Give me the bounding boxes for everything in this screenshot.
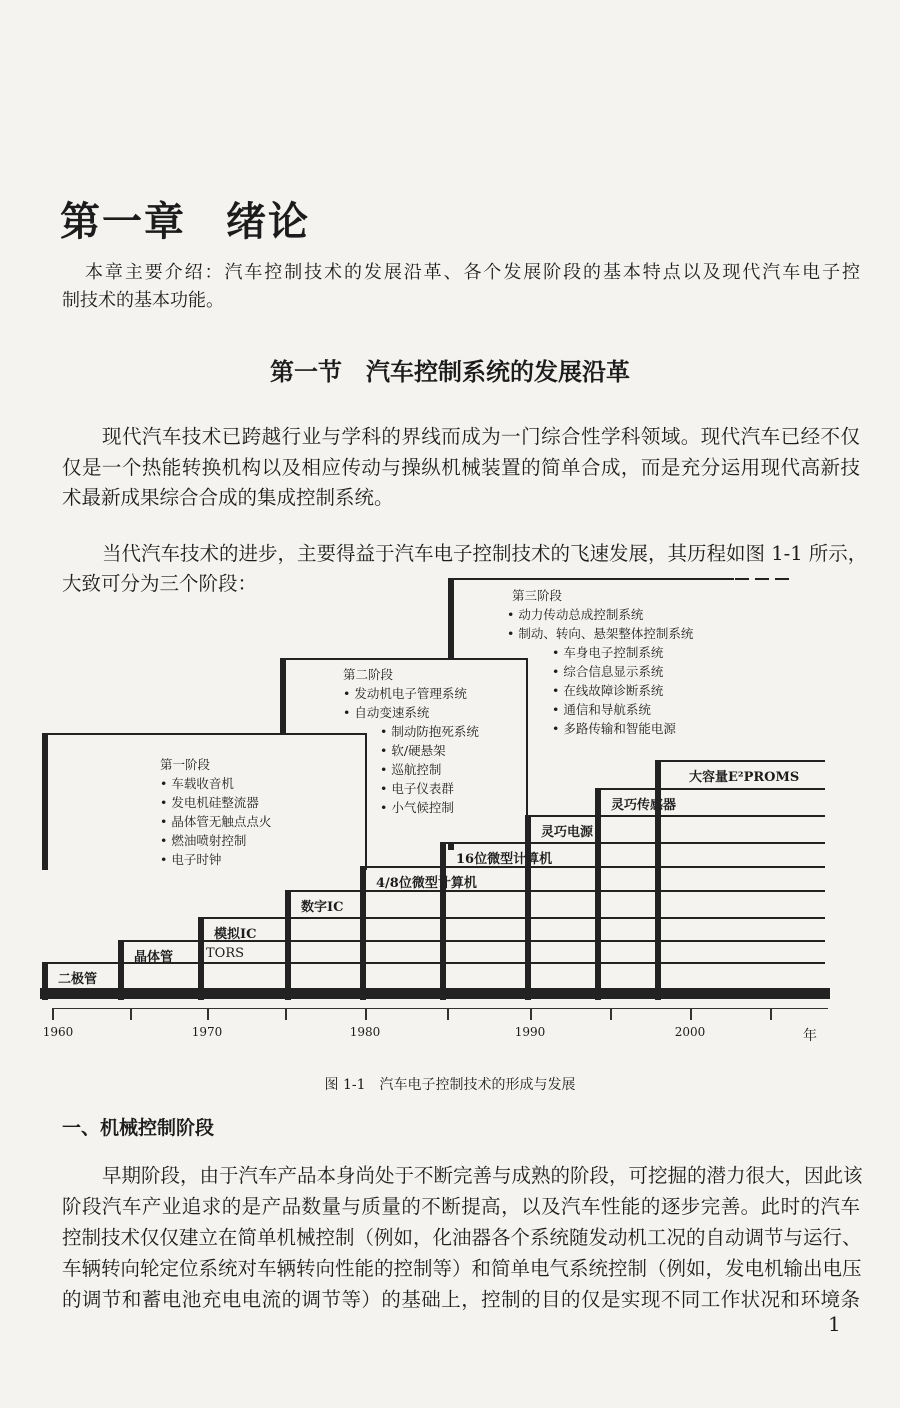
intro-line: 本章主要介绍：汽车控制技术的发展沿革、各个发展阶段的基本特点以及现代汽车电子控 <box>85 262 860 283</box>
stage1-item: • 发电机硅整流器 <box>160 795 259 810</box>
dash <box>735 578 749 580</box>
axis-tick <box>365 1008 367 1020</box>
item-text: 发动机电子管理系统 <box>354 686 467 701</box>
axis-label: 1960 <box>42 1025 74 1039</box>
item-text: 软/硬悬架 <box>391 743 446 758</box>
baseline-bar <box>40 988 830 999</box>
item-text: 制动防抱死系统 <box>391 724 479 739</box>
layer-label: 二极管 <box>58 972 98 987</box>
layer-label: 数字IC <box>301 900 344 915</box>
stage3-sub-items <box>507 643 693 738</box>
layer-label: 4/8位微型计算机 <box>376 876 477 891</box>
layer-label: 模拟IC <box>214 927 257 942</box>
axis-tick <box>690 1008 692 1020</box>
item-text: 小气候控制 <box>391 800 454 815</box>
axis-tick <box>530 1008 532 1020</box>
paragraph-line: 早期阶段，由于汽车产品本身尚处于不断完善与成熟的阶段，可挖掘的潜力很大，因此该 <box>102 1164 863 1187</box>
layer-label: 灵巧电源 <box>541 825 594 840</box>
layer-label: 灵巧传感器 <box>611 798 677 813</box>
axis-tick <box>610 1008 612 1020</box>
paragraph-line: 的调节和蓄电池充电电流的调节等）的基础上，控制的目的仅是实现不同工作状况和环境条 <box>62 1288 860 1311</box>
item-text: 发电机硅整流器 <box>171 795 259 810</box>
paragraph-line: 车辆转向轮定位系统对车辆转向性能的控制等）和简单电气系统控制（例如，发电机输出电压 <box>62 1257 862 1280</box>
stage1-item: • 晶体管无触点点火 <box>160 814 272 829</box>
stage2-text <box>343 665 479 817</box>
stage3-item: • 制动、转向、悬架整体控制系统 <box>507 626 694 641</box>
axis-label: 2000 <box>674 1025 706 1039</box>
section-title <box>0 352 900 387</box>
stage3-sub-item: • 通信和导航系统 <box>552 702 651 717</box>
time-axis <box>52 1008 828 1009</box>
axis-label: 1980 <box>349 1025 381 1039</box>
section-name: 汽车控制系统的发展沿革 <box>366 358 630 386</box>
item-text: 自动变速系统 <box>354 705 430 720</box>
stage3-sub-item: • 车身电子控制系统 <box>552 645 664 660</box>
axis-tick <box>770 1008 772 1020</box>
item-text: 车载收音机 <box>171 776 234 791</box>
caption-text: 汽车电子控制技术的形成与发展 <box>379 1077 576 1093</box>
layer-label: 大容量E²PROMS <box>689 770 800 785</box>
stage2-sub-item: • 电子仪表群 <box>380 781 454 796</box>
stage2-title: 第二阶段 <box>343 667 394 682</box>
item-text: 燃油喷射控制 <box>171 833 247 848</box>
stage2-sub-item: • 巡航控制 <box>380 762 442 777</box>
item-text: 电子仪表群 <box>391 781 454 796</box>
subheading: 一、机械控制阶段 <box>62 1117 215 1139</box>
chapter-name: 绪论 <box>226 199 310 245</box>
stage1-title: 第一阶段 <box>160 757 211 772</box>
item-text: 在线故障诊断系统 <box>563 683 664 698</box>
stage2-sub-item: • 制动防抱死系统 <box>380 724 479 739</box>
item-text: 制动、转向、悬架整体控制系统 <box>518 626 694 641</box>
item-text: 电子时钟 <box>171 852 222 867</box>
stage2-item: • 发动机电子管理系统 <box>343 686 467 701</box>
chapter-title <box>60 190 310 247</box>
axis-tick <box>447 1008 449 1020</box>
paragraph-line: 当代汽车技术的进步，主要得益于汽车电子控制技术的飞速发展，其历程如图 1-1 所示， <box>102 542 868 565</box>
stage3-sub-item: • 在线故障诊断系统 <box>552 683 664 698</box>
item-text: 晶体管无触点点火 <box>171 814 272 829</box>
stage2-sub-item: • 软/硬悬架 <box>380 743 446 758</box>
layer-label: TORS <box>206 946 245 961</box>
caption-number: 图 1-1 <box>324 1077 366 1093</box>
stage3-text <box>507 586 693 738</box>
paragraph-line: 控制技术仅仅建立在简单机械控制（例如，化油器各个系统随发动机工况的自动调节与运行、 <box>62 1226 862 1249</box>
stage1-item: • 燃油喷射控制 <box>160 833 247 848</box>
stage1-text <box>160 755 271 869</box>
dash <box>755 578 769 580</box>
paragraph-line: 阶段汽车产业追求的是产品数量与质量的不断提高，以及汽车性能的逐步完善。此时的汽车 <box>62 1195 860 1218</box>
paragraph-line: 仅是一个热能转换机构以及相应传动与操纵机械装置的简单合成，而是充分运用现代高新技 <box>62 456 860 479</box>
item-text: 动力传动总成控制系统 <box>518 607 644 622</box>
paragraph-line: 现代汽车技术已跨越行业与学科的界线而成为一门综合性学科领域。现代汽车已经不仅 <box>102 425 860 448</box>
layer-label: 晶体管 <box>134 950 174 965</box>
item-text: 多路传输和智能电源 <box>563 721 676 736</box>
axis-unit: 年 <box>803 1028 817 1044</box>
item-text: 巡航控制 <box>391 762 442 777</box>
stage2-item: • 自动变速系统 <box>343 705 430 720</box>
dash <box>775 578 789 580</box>
item-text: 车身电子控制系统 <box>563 645 664 660</box>
layer-eeprom <box>655 760 825 1000</box>
page-number: 1 <box>828 1312 841 1336</box>
stage3-item: • 动力传动总成控制系统 <box>507 607 644 622</box>
chapter-number: 第一章 <box>60 199 186 245</box>
item-text: 通信和导航系统 <box>563 702 651 717</box>
intro-line: 制技术的基本功能。 <box>62 290 224 311</box>
layer-label: 16位微型计算机 <box>456 852 553 867</box>
stage1-item: • 车载收音机 <box>160 776 234 791</box>
axis-tick <box>52 1008 54 1020</box>
stage3-title: 第三阶段 <box>512 588 563 603</box>
axis-label: 1970 <box>191 1025 223 1039</box>
stage3-sub-item: • 综合信息显示系统 <box>552 664 664 679</box>
stage1-item: • 电子时钟 <box>160 852 222 867</box>
stage3-sub-item: • 多路传输和智能电源 <box>552 721 676 736</box>
item-text: 综合信息显示系统 <box>563 664 664 679</box>
axis-tick <box>207 1008 209 1020</box>
axis-tick <box>130 1008 132 1020</box>
section-number: 第一节 <box>270 358 342 386</box>
paragraph-line: 大致可分为三个阶段： <box>62 572 258 595</box>
figure-caption <box>0 1074 900 1094</box>
stage2-sub-items <box>343 722 479 817</box>
axis-tick <box>285 1008 287 1020</box>
paragraph-line: 术最新成果综合合成的集成控制系统。 <box>62 486 394 509</box>
stage2-sub-item: • 小气候控制 <box>380 800 454 815</box>
axis-label: 1990 <box>514 1025 546 1039</box>
